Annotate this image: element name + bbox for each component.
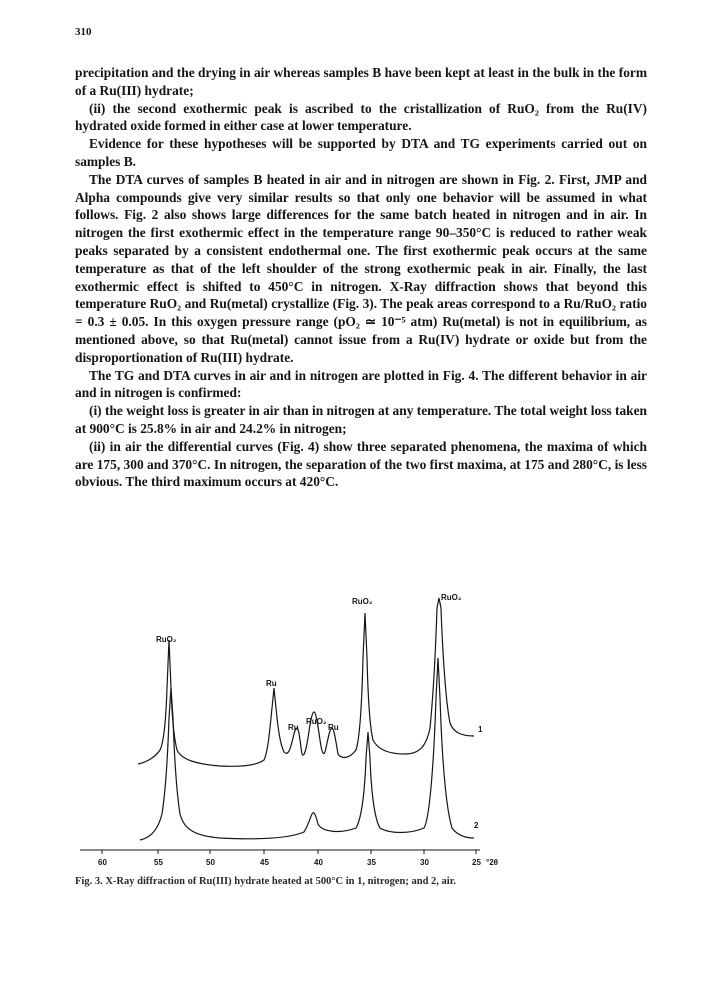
page-number: 310: [75, 26, 92, 38]
peak-label: RuO₂: [156, 635, 177, 644]
peak-label: Ru: [266, 679, 277, 688]
tick-label: 35: [367, 858, 376, 867]
paragraph: (i) the weight loss is greater in air than in nitrogen at any temperature. The total weight loss taken at 900°C is 25.8% in air and 24.2% in nitrogen;: [75, 403, 647, 436]
paragraph: (ii) in air the differential curves (Fig. 4) show three separated phenomena, the maxima of which are 175, 300 and 370°C. In nitrogen, the separation of the two first maxima, at 175 and 280°C, is less obvious. The third maximum occurs at 420°C.: [75, 438, 647, 490]
figure-caption: Fig. 3. X-Ray diffraction of Ru(III) hydrate heated at 500°C in 1, nitrogen; and 2, air.: [75, 876, 457, 887]
tick-label: 25: [472, 858, 481, 867]
paragraph: The DTA curves of samples B heated in air and in nitrogen are shown in Fig. 2. First, JMP and Alpha compounds give very similar results so that only one behavior will be assumed in what follows. Fig. 2 also shows large differences for the same batch heated in nitrogen and in air. In nitrogen the first exothermic effect in the temperature range 90–350°C is reduced to rather weak peaks separated by a consistent endothermal one. The first exothermic peak occurs at the same temperature as that of the left shoulder of the strong exothermic peak in air. Finally, the last exothermic effect is shifted to 450°C in nitrogen. X-Ray diffraction shows that beyond this temperature RuO₂ and Ru(metal) crystallize (Fig. 3). The peak areas correspond to a Ru/RuO₂ ratio = 0.3 ± 0.05. In this oxygen pressure range (pO₂ ≃ 10⁻⁵ atm) Ru(metal) is not in equilibrium, as mentioned above, so that Ru(metal) cannot issue from a Ru(IV) hydrate or oxide but from the disproportionation of Ru(III) hydrate.: [75, 171, 647, 365]
tick-label: 30: [420, 858, 429, 867]
axis-unit: °2θ: [486, 858, 498, 867]
peak-label: RuO₂: [352, 597, 373, 606]
body-text: [75, 64, 647, 491]
tick-label: 45: [260, 858, 269, 867]
tick-label: 55: [154, 858, 163, 867]
xrd-plot: [60, 578, 660, 878]
peak-label: Ru: [328, 723, 339, 732]
paragraph: precipitation and the drying in air whereas samples B have been kept at least in the bulk in the form of a Ru(III) hydrate;: [75, 65, 647, 98]
axis-ticks: [102, 850, 476, 854]
tick-label: 50: [206, 858, 215, 867]
tick-label: 60: [98, 858, 107, 867]
peak-label: Ru: [288, 723, 299, 732]
diffraction-curve-1: [138, 598, 474, 766]
paragraph: Evidence for these hypotheses will be supported by DTA and TG experiments carried out on samples B.: [75, 136, 647, 169]
peak-label: RuO₂: [306, 717, 327, 726]
paragraph: (ii) the second exothermic peak is ascribed to the cristallization of RuO₂ from the Ru(IV) hydrated oxide formed in either case at lower temperature.: [75, 100, 647, 134]
peak-label: RuO₂: [441, 593, 462, 602]
curve-label-2: 2: [474, 821, 479, 830]
paragraph: The TG and DTA curves in air and in nitrogen are plotted in Fig. 4. The different behavior in air and in nitrogen is confirmed:: [75, 367, 647, 401]
xrd-figure: [60, 578, 660, 908]
curve-label-1: 1: [478, 725, 483, 734]
tick-label: 40: [314, 858, 323, 867]
diffraction-curve-2: [140, 658, 474, 840]
